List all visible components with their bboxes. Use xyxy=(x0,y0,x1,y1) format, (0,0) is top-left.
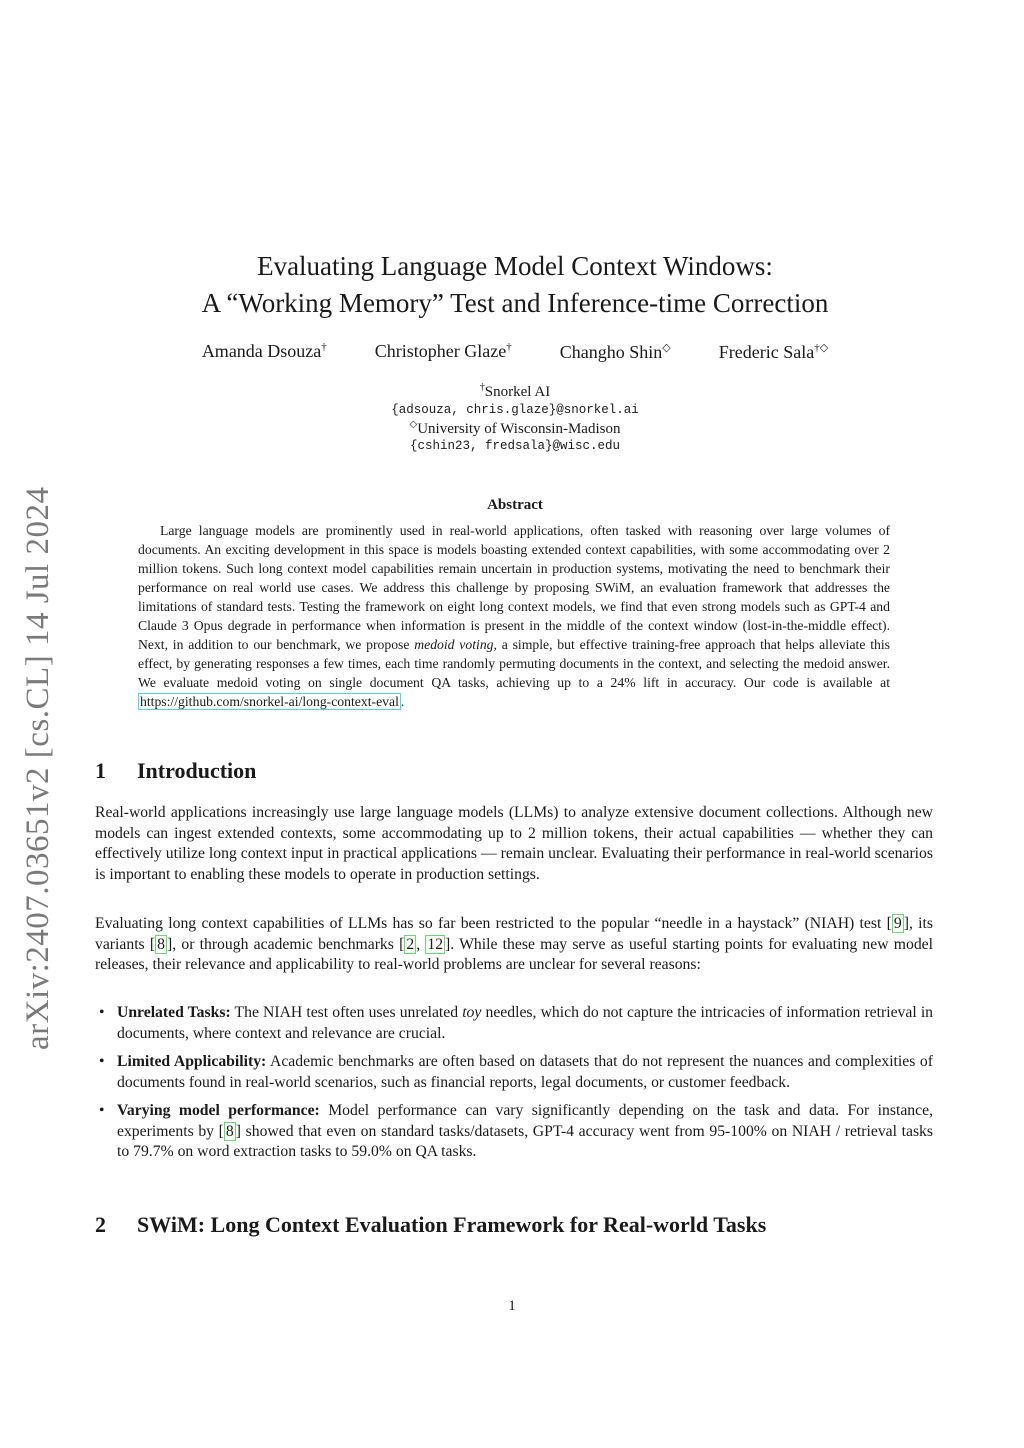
section-heading-swim: 2 SWiM: Long Context Evaluation Framework for Real-world Tasks xyxy=(95,1212,767,1237)
page-number: 1 xyxy=(508,1298,516,1314)
intro-bullet-list xyxy=(95,1003,933,1171)
emails-snorkel: {adsouza, chris.glaze}@snorkel.ai xyxy=(391,403,639,417)
abstract-body: Large language models are prominently used in real-world applications, often tasked with reasoning over large volumes of documents. An exciting development in this space is models boasting extended context capabilities, with some accommodating over 2 million tokens. Such long context model capabilities remain uncertain in production systems, motivating the need to benchmark their performance on real world use cases. We address this challenge by proposing SWiM, an evaluation framework that addresses the limitations of standard tests. Testing the framework on eight long context models, we find that even strong models such as GPT-4 and Claude 3 Opus degrade in performance when information is present in the middle of the context window (lost-in-the-middle effect). Next, in addition to our benchmark, we propose medoid voting, a simple, but effective training-free approach that helps alleviate this effect, by generating responses a few times, each time randomly permuting documents in the context, and selecting the medoid answer. We evaluate medoid voting on single document QA tasks, achieving up to a 24% lift in accuracy. Our code is available at https://github.com/snorkel-ai/long-context-eval . xyxy=(138,523,890,709)
citation-link[interactable]: 8 xyxy=(157,935,165,953)
author-affil-mark: † xyxy=(506,341,512,353)
abstract-emphasis: medoid voting xyxy=(414,637,494,652)
author: Frederic Sala†◇ xyxy=(718,342,829,362)
list-item: • Unrelated Tasks: The NIAH test often uses unrelated toy needles, which do not capture the intricacies of information retrieval in documents, where context and relevance are crucial. xyxy=(95,1003,933,1044)
citation-link[interactable]: 9 xyxy=(893,915,902,932)
intro-paragraph-1: Real-world applications increasingly use large language models (LLMs) to analyze extensive document collections. Although new models can ingest extended contexts, some accommodating up to 2 million tokens, their actual capabilities — whether they can effectively utilize long context input in practical applications — remain unclear. Evaluating their performance in real-world scenarios is important to enabling these models to operate in production settings. xyxy=(95,804,933,883)
author-affil-mark: †◇ xyxy=(814,342,829,354)
author-list xyxy=(90,341,940,363)
affiliation-wisc: ◇University of Wisconsin-Madison xyxy=(409,419,621,437)
paper-title-line-2: A “Working Memory” Test and Inference-time Correction xyxy=(201,288,829,318)
author: Changho Shin◇ xyxy=(559,342,671,362)
author: Christopher Glaze† xyxy=(374,341,512,361)
citation-link[interactable]: 2 xyxy=(406,935,415,953)
abstract-heading: Abstract xyxy=(487,497,543,513)
code-repo-link[interactable]: https://github.com/snorkel-ai/long-context-eval xyxy=(140,694,399,709)
paper-title-line-1: Evaluating Language Model Context Windows: xyxy=(257,251,773,281)
section-heading-introduction: 1 Introduction xyxy=(95,758,257,783)
arxiv-side-stamp: arXiv:2407.03651v2 [cs.CL] 14 Jul 2024 xyxy=(20,486,56,1050)
intro-paragraph-2: Evaluating long context capabilities of LLMs has so far been restricted to the popular “needle in a haystack” (NIAH) test [ 9 ], its variants [ 8 ], or through academic benchmarks [ 2 , 12 ]. While these may serve as useful starting points for evaluating new model releases, their relevance and applicability to real-world problems are unclear for several reasons: xyxy=(95,915,934,973)
citation-link[interactable]: 8 xyxy=(225,1122,234,1140)
list-item: • Varying model performance: Model performance can vary significantly depending on the task and data. For instance, experiments by [ 8 ] showed that even on standard tasks/datasets, GPT-4 accuracy went from 95-100% on NIAH / retrieval tasks to 79.7% on word extraction tasks to 59.0% on QA tasks. xyxy=(95,1101,933,1163)
author-affil-mark: ◇ xyxy=(662,342,671,354)
affiliation-snorkel: †Snorkel AI xyxy=(479,382,551,400)
emails-wisc: {cshin23, fredsala}@wisc.edu xyxy=(409,439,621,453)
author: Amanda Dsouza† xyxy=(201,341,327,361)
author-affil-mark: † xyxy=(321,341,327,353)
list-item: • Limited Applicability: Academic benchmarks are often based on datasets that do not represent the nuances and complexities of documents found in real-world scenarios, such as financial reports, legal documents, or customer feedback. xyxy=(95,1052,933,1093)
citation-link[interactable]: 12 xyxy=(427,935,444,953)
